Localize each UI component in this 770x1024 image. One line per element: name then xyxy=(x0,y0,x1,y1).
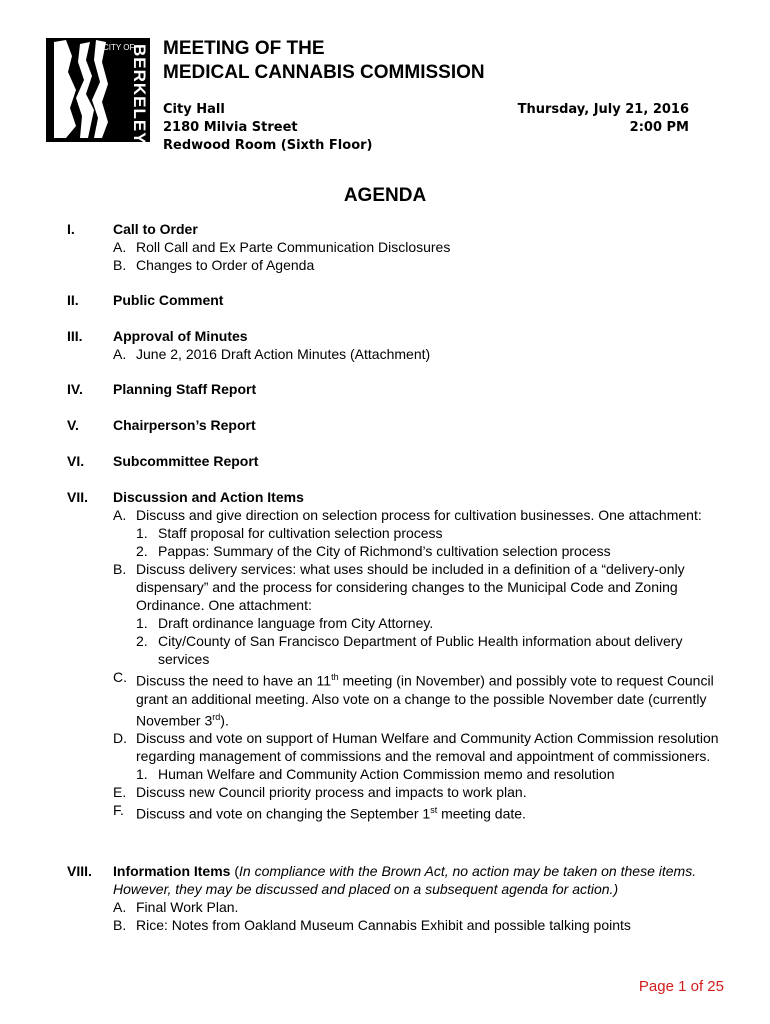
agenda-item xyxy=(113,256,728,274)
section-number: IV. xyxy=(67,381,83,397)
sub-item xyxy=(136,542,728,560)
section-number: II. xyxy=(67,292,79,308)
section-title: Subcommittee Report xyxy=(113,453,259,469)
item-label: B. xyxy=(113,257,127,273)
item-label: B. xyxy=(113,561,127,577)
item-text: Discuss delivery services: what uses should be included in a definition of a “delivery-only dispensary” and the process for considering changes to the Municipal Code and Zoning Ordinance. One attachment: xyxy=(136,561,685,613)
sub-item-text: Draft ordinance language from City Attorney. xyxy=(158,615,434,631)
section-items xyxy=(113,506,728,823)
item-label: F. xyxy=(113,802,124,819)
sub-item-text: City/County of San Francisco Department of Public Health information about delivery services xyxy=(158,633,683,667)
section-title: Chairperson’s Report xyxy=(113,417,256,433)
item-label: A. xyxy=(113,346,127,362)
item-text: Discuss new Council priority process and impacts to work plan. xyxy=(136,784,527,801)
item-label: A. xyxy=(113,239,127,255)
section-title: Public Comment xyxy=(113,292,224,308)
sub-item-label: 1. xyxy=(136,525,148,541)
item-text: Roll Call and Ex Parte Communication Disclosures xyxy=(136,239,451,255)
meeting-datetime xyxy=(518,101,689,137)
agenda-item xyxy=(113,668,728,729)
item-text: Rice: Notes from Oakland Museum Cannabis Exhibit and possible talking points xyxy=(136,917,631,933)
location-line-1: City Hall xyxy=(163,102,225,117)
meeting-title xyxy=(163,37,485,85)
section-number: I. xyxy=(67,221,75,237)
city-of-berkeley-logo xyxy=(46,38,150,142)
section-number: V. xyxy=(67,417,79,433)
logo-city-of-text: CITY OF xyxy=(103,43,135,52)
sub-item-label: 1. xyxy=(136,615,148,631)
section-items xyxy=(113,238,728,274)
section-heading-with-note: Information Items (In compliance with the Brown Act, no action may be taken on these items. However, they may be discussed and placed on a subsequent agenda for action.) xyxy=(113,863,697,897)
section-body xyxy=(113,862,728,934)
item-text: Discuss and vote on changing the September 1st meeting date. xyxy=(136,805,526,822)
sub-item-text: Staff proposal for cultivation selection process xyxy=(158,525,443,541)
logo-berkeley-text: BERKELEY xyxy=(130,44,149,142)
item-label: E. xyxy=(113,784,127,801)
item-label: B. xyxy=(113,917,127,933)
sub-item-text: Human Welfare and Community Action Commission memo and resolution xyxy=(158,766,615,783)
sub-item xyxy=(136,632,728,668)
section-title: Approval of Minutes xyxy=(113,328,248,344)
item-label: A. xyxy=(113,899,127,915)
item-text: Final Work Plan. xyxy=(136,899,239,915)
agenda-item xyxy=(113,801,728,823)
agenda-item xyxy=(113,238,728,256)
agenda-heading: AGENDA xyxy=(343,185,427,206)
sub-item xyxy=(136,614,728,632)
brown-act-note: In compliance with the Brown Act, no action may be taken on these items. However, they may be discussed and placed on a subsequent agenda for action.) xyxy=(113,863,697,897)
section-number: III. xyxy=(67,328,83,344)
location-line-2: 2180 Milvia Street xyxy=(163,120,298,135)
agenda-item xyxy=(113,345,728,363)
sub-item-label: 2. xyxy=(136,543,148,559)
sub-item xyxy=(136,765,728,783)
agenda-item xyxy=(113,783,728,801)
section-number: VI. xyxy=(67,453,85,469)
section-title: Discussion and Action Items xyxy=(113,489,304,505)
section-items xyxy=(113,345,728,363)
item-label: C. xyxy=(113,669,127,685)
section-number: VIII. xyxy=(67,863,92,879)
meeting-time: 2:00 PM xyxy=(629,120,689,135)
sub-item xyxy=(136,524,728,542)
item-text: Discuss and vote on support of Human Welfare and Community Action Commission resolution regarding management of commissions and the removal and appointment of commissioners. xyxy=(136,730,719,765)
sub-item-text: Pappas: Summary of the City of Richmond’s cultivation selection process xyxy=(158,543,611,559)
meeting-location xyxy=(163,101,372,155)
item-text: Discuss and give direction on selection process for cultivation businesses. One attachment: xyxy=(136,507,702,523)
meeting-date: Thursday, July 21, 2016 xyxy=(517,102,689,117)
agenda-item xyxy=(113,729,728,783)
agenda-item xyxy=(113,560,728,668)
item-text: June 2, 2016 Draft Action Minutes (Attachment) xyxy=(136,346,431,362)
sub-item-label: 2. xyxy=(136,633,148,649)
item-text: Changes to Order of Agenda xyxy=(136,257,315,273)
location-line-3: Redwood Room (Sixth Floor) xyxy=(163,138,373,153)
sub-item-label: 1. xyxy=(136,766,148,783)
section-number: VII. xyxy=(67,489,89,505)
section-title: Information Items xyxy=(113,863,231,879)
item-label: A. xyxy=(113,507,127,523)
agenda-item xyxy=(113,506,728,560)
logo-graphic xyxy=(46,38,150,142)
item-label: D. xyxy=(113,730,127,747)
title-line-1: MEETING OF THE xyxy=(163,38,325,59)
agenda-item xyxy=(113,898,728,916)
item-text: Discuss the need to have an 11th meeting (in November) and possibly vote to request Council grant an additional meeting. Also vote on a change to the possible November date (currently November 3rd). xyxy=(136,672,714,729)
section-title: Planning Staff Report xyxy=(113,381,257,397)
section-title: Call to Order xyxy=(113,221,198,237)
title-line-2: MEDICAL CANNABIS COMMISSION xyxy=(163,62,485,83)
page-number: Page 1 of 25 xyxy=(638,978,724,995)
agenda-item xyxy=(113,916,728,934)
